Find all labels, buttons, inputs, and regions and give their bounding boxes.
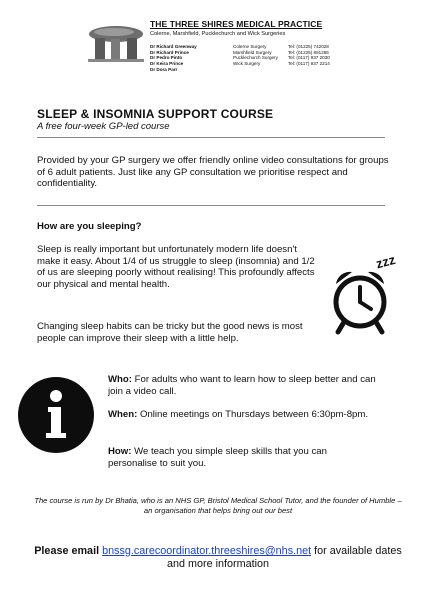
- doctor-list: [150, 44, 197, 73]
- info-icon: [16, 375, 96, 455]
- doctor-name: Dr Keira Prince: [150, 61, 184, 67]
- email-link[interactable]: bnssg.carecoordinator.threeshires@nhs.net: [102, 545, 312, 557]
- dolmen-logo: [86, 20, 146, 64]
- divider: [37, 205, 385, 206]
- contact-call-to-action: [30, 545, 406, 571]
- info-how: [108, 446, 378, 469]
- when-label: When:: [108, 409, 138, 420]
- how-text: We teach you simple sleep skills that you can personalise to suit you.: [108, 446, 327, 469]
- section-heading: How are you sleeping?: [37, 221, 142, 232]
- practice-locations: Colerne, Marshfield, Pucklechurch and Wick Surgeries: [150, 31, 286, 37]
- when-text: Online meetings on Thursdays between 6:30pm-8pm.: [137, 409, 369, 420]
- surgery-name: Marshfield Surgery: [233, 49, 272, 55]
- phone-number: Tel: (0117) 937 2214: [288, 61, 330, 67]
- phone-number: Tel: (0117) 937 2030: [288, 55, 330, 61]
- surgery-list: [233, 44, 278, 67]
- cta-prefix: Please email: [34, 545, 103, 557]
- how-label: How:: [108, 446, 132, 457]
- divider: [37, 137, 385, 138]
- footnote: The course is run by Dr Bhatia, who is an NHS GP, Bristol Medical School Tutor, and the founder of Humble – an organisation that helps bring out our best: [34, 496, 402, 515]
- page-subtitle: A free four-week GP-led course: [37, 121, 170, 132]
- surgery-name: Pucklechurch Surgery: [233, 55, 278, 61]
- doctor-name: Dr Richard Prince: [150, 49, 189, 55]
- phone-number: Tel: (01225) 742028: [288, 44, 329, 49]
- doctor-name: Dr Richard Greenway: [150, 44, 197, 49]
- who-label: Who:: [108, 374, 132, 385]
- doctor-name: Dr Pedro Pinto: [150, 55, 183, 61]
- surgery-name: Wick Surgery: [233, 61, 261, 67]
- surgery-name: Colerne Surgery: [233, 44, 267, 49]
- cta-suffix: for available dates and more information: [166, 545, 402, 570]
- intro-paragraph: Provided by your GP surgery we offer friendly online video consultations for groups of 6 adult patients. Just like any GP consultation we prioritise respect and confidentiality.: [37, 155, 389, 189]
- info-who: [108, 374, 378, 397]
- info-when: [108, 409, 378, 421]
- practice-name: THE THREE SHIRES MEDICAL PRACTICE: [150, 19, 323, 29]
- page-title: SLEEP & INSOMNIA SUPPORT COURSE: [37, 107, 274, 121]
- alarm-clock-icon: [322, 252, 412, 342]
- doctor-name: Dr Dora Parr: [150, 66, 178, 72]
- zzz-label: zzz: [374, 252, 397, 272]
- phone-list: [288, 44, 330, 67]
- phone-number: Tel: (01225) 891265: [288, 49, 329, 55]
- habits-paragraph: Changing sleep habits can be tricky but the good news is most people can improve their sleep with a little help.: [37, 321, 303, 344]
- sleep-paragraph: Sleep is really important but unfortunately modern life doesn't make it easy. About 1/4 of us struggle to sleep (insomnia) and 1/2 of us are sleeping poorly without realising! This profoundly affects our physical and mental health.: [37, 244, 315, 290]
- who-text: For adults who want to learn how to sleep better and can join a video call.: [108, 374, 376, 397]
